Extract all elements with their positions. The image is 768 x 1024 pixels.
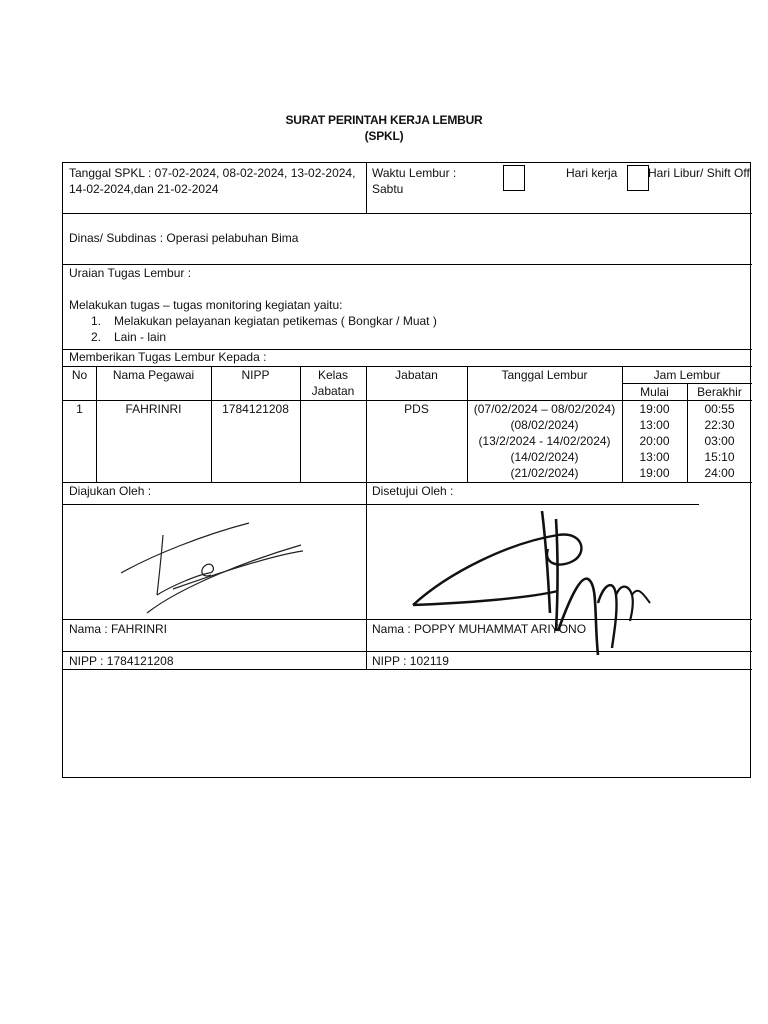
- disetujui-oleh-label: Disetujui Oleh :: [372, 484, 454, 498]
- th-no: No: [71, 368, 88, 382]
- diajukan-oleh-label: Diajukan Oleh :: [69, 484, 152, 498]
- checkbox-placeholder-left: [503, 165, 525, 191]
- td-tanggal-3: (13/2/2024 - 14/02/2024): [478, 434, 611, 448]
- th-jabatan: Jabatan: [395, 368, 438, 382]
- td-berakhir-1: 00:55: [704, 402, 735, 416]
- tanggal-spkl-line2: 14-02-2024,dan 21-02-2024: [69, 182, 219, 196]
- dinas-subdinas: Dinas/ Subdinas : Operasi pelabuhan Bima: [69, 231, 299, 245]
- rule-nipp-bottom: [63, 669, 752, 670]
- signature-fahrinri: [113, 515, 313, 615]
- td-no: 1: [76, 402, 83, 416]
- td-tanggal-1: (07/02/2024 – 08/02/2024): [473, 402, 616, 416]
- signature-poppy: [408, 503, 658, 663]
- td-tanggal-5: (21/02/2024): [510, 466, 579, 480]
- uraian-item-2: Lain - lain: [114, 330, 167, 344]
- title-line1: SURAT PERINTAH KERJA LEMBUR: [285, 113, 483, 127]
- td-jabatan: PDS: [404, 402, 429, 416]
- th-berakhir: Berakhir: [697, 385, 742, 399]
- th-nama-pegawai: Nama Pegawai: [112, 368, 195, 382]
- rule-header-bottom: [63, 213, 752, 214]
- tanggal-spkl-line1: Tanggal SPKL : 07-02-2024, 08-02-2024, 13-02-2024,: [69, 166, 356, 180]
- waktu-lembur-value: Sabtu: [372, 182, 404, 196]
- title-line2: (SPKL): [364, 129, 404, 143]
- right-nipp: NIPP : 102119: [372, 654, 449, 668]
- th-mulai: Mulai: [640, 385, 669, 399]
- td-berakhir-2: 22:30: [704, 418, 735, 432]
- td-mulai-1: 19:00: [639, 402, 670, 416]
- td-tanggal-2: (08/02/2024): [510, 418, 579, 432]
- th-kelas-jabatan: Jabatan: [311, 384, 355, 398]
- waktu-lembur-label: Waktu Lembur :: [372, 166, 457, 180]
- td-mulai-3: 20:00: [639, 434, 670, 448]
- left-nipp: NIPP : 1784121208: [69, 654, 174, 668]
- assign-label: Memberikan Tugas Lembur Kepada :: [69, 350, 267, 364]
- td-berakhir-4: 15:10: [704, 450, 735, 464]
- uraian-label: Uraian Tugas Lembur :: [69, 266, 192, 280]
- uraian-item-1-num: 1.: [91, 314, 102, 328]
- uraian-intro: Melakukan tugas – tugas monitoring kegiatan yaitu:: [69, 298, 343, 312]
- th-nipp: NIPP: [241, 368, 270, 382]
- td-mulai-2: 13:00: [639, 418, 670, 432]
- td-mulai-4: 13:00: [639, 450, 670, 464]
- uraian-item-2-num: 2.: [91, 330, 102, 344]
- th-tanggal-lembur: Tanggal Lembur: [501, 368, 588, 382]
- checkbox-hari-libur: [627, 165, 649, 191]
- th-jam-lembur: Jam Lembur: [653, 368, 721, 382]
- th-kelas: Kelas: [317, 368, 349, 382]
- td-nama: FAHRINRI: [125, 402, 182, 416]
- option-hari-kerja: Hari kerja: [566, 166, 618, 180]
- td-berakhir-5: 24:00: [704, 466, 735, 480]
- document-title: [0, 112, 768, 144]
- right-nama: Nama : POPPY MUHAMMAT ARIYONO: [372, 622, 587, 636]
- col-rule-nama: [211, 366, 212, 482]
- td-berakhir-3: 03:00: [704, 434, 735, 448]
- td-mulai-5: 19:00: [639, 466, 670, 480]
- left-nama: Nama : FAHRINRI: [69, 622, 168, 636]
- td-tanggal-4: (14/02/2024): [510, 450, 579, 464]
- rule-header-divider: [366, 163, 367, 213]
- col-rule-no: [96, 366, 97, 482]
- option-hari-libur: Hari Libur/ Shift Off: [648, 166, 750, 180]
- td-nipp: 1784121208: [222, 402, 289, 416]
- spkl-form: [62, 162, 751, 778]
- uraian-item-1: Melakukan pelayanan kegiatan petikemas ( Bongkar / Muat ): [114, 314, 437, 328]
